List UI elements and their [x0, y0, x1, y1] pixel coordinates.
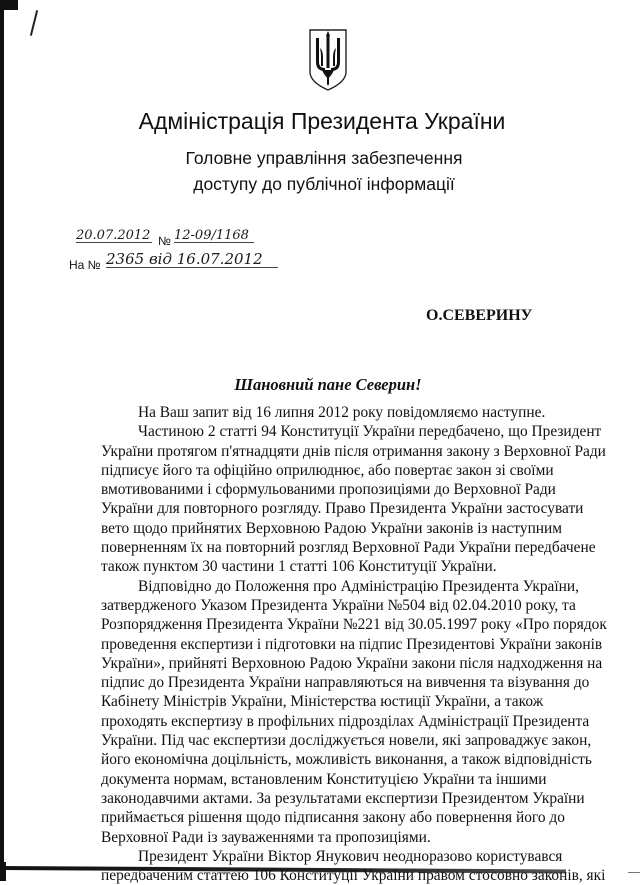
incoming-label: На №: [69, 258, 101, 272]
body-line: України. Під час експертизи досліджується новели, які запроваджує закон,: [101, 732, 592, 750]
body-line: Частиною 2 статті 94 Конституції України передбачено, що Президент: [138, 423, 602, 441]
scan-border-corner: [0, 0, 18, 10]
incoming-reference: 2365 від 16.07.2012: [106, 252, 278, 268]
body-line: підписує його та офіційно оприлюднює, або повертає закон зі своїми: [101, 461, 554, 479]
outgoing-date: 20.07.2012: [76, 228, 151, 243]
body-line: проведення експертизи і підготовки на підпис Президентові України законів: [101, 635, 603, 653]
organization-name: Адміністрація Президента України: [138, 108, 506, 134]
body-line: підпис до Президента України направляються на вивчення та візування до: [101, 674, 590, 692]
salutation: Шановний пане Северин!: [234, 375, 422, 394]
body-line: Президент України Віктор Янукович неодноразово користувався: [138, 847, 563, 865]
body-line: його економічна доцільність, можливість виконання, а також відповідність: [101, 751, 592, 769]
body-line: Верховної Ради із зауваженнями та пропозиціями.: [101, 828, 431, 846]
letter-body: [101, 403, 612, 885]
scan-border-corner-bottom: [0, 862, 6, 881]
body-line: Відповідно до Положення про Адміністрацію Президента України,: [138, 577, 579, 595]
body-line: також пунктом 30 частини 1 статті 106 Конституції України.: [101, 558, 497, 576]
body-line: України протягом п'ятнадцяти днів після отримання закону з Верховної Ради: [101, 442, 606, 460]
department-name-line-2: доступу до публічної інформації: [193, 174, 455, 194]
department-name-line-1: Головне управління забезпечення: [185, 148, 463, 168]
body-line: приймається рішення щодо підписання закону або повернення його до: [101, 809, 565, 827]
addressee: О.СЕВЕРИНУ: [426, 307, 533, 324]
body-line: Кабінету Міністрів України, Міністерства юстиції України, а також: [101, 693, 544, 711]
body-line: України для повторного розгляду. Право Президента України застосувати: [101, 500, 584, 518]
body-line: проходять експертизу в профільних підрозділах Адміністрації Президента: [101, 712, 590, 730]
body-line: Розпорядження Президента України №221 від 30.05.1997 року «Про порядок: [101, 616, 607, 634]
scan-border-bottom-right: [628, 872, 640, 873]
body-line: затвердженого Указом Президента України №504 від 02.04.2010 року, та: [101, 596, 576, 614]
body-line: передбаченим статтею 106 Конституції України правом стосовно законів, які: [101, 867, 606, 885]
handwritten-page-mark: [30, 10, 38, 36]
number-label: №: [158, 234, 171, 248]
body-line: вмотивованими і сформульованими пропозиціями до Верховної Ради: [101, 481, 556, 499]
outgoing-number: 12-09/1168: [174, 229, 254, 243]
body-line: законодавчими актами. За результатами експертизи Президентом України: [101, 789, 585, 807]
trident-coat-of-arms-icon: [308, 28, 348, 92]
body-line: вето щодо прийнятих Верховною Радою України законів із наступним: [101, 519, 563, 537]
body-line: України», прийняті Верховною Радою України закони після надходження на: [101, 654, 603, 672]
body-line: документа нормам, встановленим Конституцією України та іншими: [101, 770, 547, 788]
body-line: На Ваш запит від 16 липня 2012 року повідомляємо наступне.: [138, 404, 546, 421]
body-line: поверненням їх на повторний розгляд Верховної Ради України передбачене: [101, 539, 596, 557]
